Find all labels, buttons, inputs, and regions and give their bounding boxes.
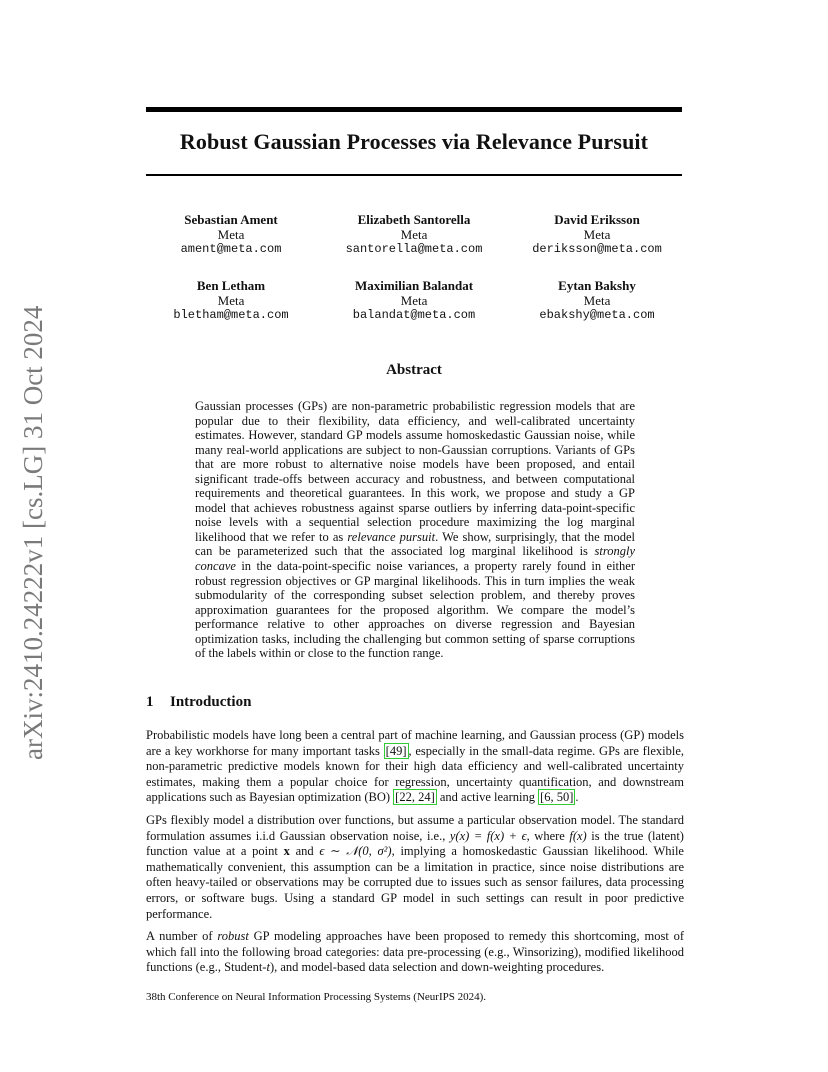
author bbox=[512, 212, 682, 257]
arxiv-stamp: arXiv:2410.24222v1 [cs.LG] 31 Oct 2024 bbox=[18, 305, 48, 760]
author-name: Maximilian Balandat bbox=[354, 278, 474, 293]
section-title: Introduction bbox=[170, 694, 252, 710]
author-name: Sebastian Ament bbox=[184, 212, 278, 227]
author bbox=[146, 212, 316, 257]
math-expression: t bbox=[266, 960, 270, 975]
author-email: ament@meta.com bbox=[180, 242, 282, 256]
author-email: deriksson@meta.com bbox=[532, 242, 662, 256]
paragraph-text: and bbox=[289, 844, 320, 859]
abstract-heading: Abstract bbox=[386, 362, 442, 378]
paragraph-text: and active learning bbox=[436, 790, 539, 805]
author-email: ebakshy@meta.com bbox=[539, 308, 655, 322]
paragraph-text: GPs flexibly model a distribution over functions, but assume a particular observation model. The standard formulation assumes i.i.d Gaussian observation noise, i.e., bbox=[146, 812, 684, 843]
paragraph-text: Probabilistic models have long been a central part of machine learning, and Gaussian process (GP) models are a key workhorse for many important tasks bbox=[146, 728, 684, 758]
paragraph-text: A number of bbox=[146, 929, 218, 944]
citation-link[interactable]: [6, 50] bbox=[540, 790, 574, 805]
paragraph-text: GP modeling approaches have been proposed to remedy this shortcoming, most of which fall into the following broad categories: data pre-processing (e.g., Winsorizing), modified likelihood functions (e.g., Student- bbox=[146, 929, 685, 975]
author bbox=[146, 278, 316, 323]
introduction-body bbox=[146, 728, 684, 983]
citation-link[interactable]: [22, 24] bbox=[395, 790, 435, 805]
paragraph bbox=[146, 813, 684, 922]
section-heading bbox=[146, 694, 251, 711]
section-number: 1 bbox=[146, 694, 154, 710]
math-expression: ϵ ∼ 𝒩(0, σ²) bbox=[319, 844, 392, 859]
title-bottom-rule bbox=[146, 174, 682, 176]
author-affiliation: Meta bbox=[400, 227, 428, 242]
title-top-rule bbox=[146, 107, 682, 112]
author-name: David Eriksson bbox=[554, 212, 640, 227]
math-expression: y(x) = f(x) + ϵ bbox=[449, 828, 527, 843]
abstract-text bbox=[195, 399, 635, 661]
paragraph-text: ), and model-based data selection and down-weighting procedures. bbox=[269, 960, 605, 975]
math-expression: f(x) bbox=[569, 828, 587, 843]
author-affiliation: Meta bbox=[583, 293, 611, 308]
abstract-emphasis: relevance pursuit bbox=[347, 529, 436, 544]
author-row bbox=[146, 212, 682, 257]
abstract-emphasis: strongly concave bbox=[195, 544, 635, 574]
author-affiliation: Meta bbox=[217, 293, 245, 308]
author-affiliation: Meta bbox=[583, 227, 611, 242]
author bbox=[329, 278, 499, 323]
abstract-text-part: Gaussian processes (GPs) are non-parametric probabilistic regression models that are popular due to their flexibility, data efficiency, and well-calibrated uncertainty estimates. However, standard GP models assume homoskedastic Gaussian noise, while many real-world applications are subject to non-Gaussian corruptions. Variants of GPs that are more robust to alternative noise models have been proposed, and entail significant trade-offs between accuracy and robustness, and between computational requirements and theoretical guarantees. In this work, we propose and study a GP model that achieves robustness against sparse outliers by inferring data-point-specific noise levels with a sequential selection procedure maximizing the log marginal likelihood that we refer to as bbox=[195, 399, 635, 544]
paragraph-text: . bbox=[575, 790, 579, 805]
author-name: Elizabeth Santorella bbox=[357, 212, 471, 227]
math-expression: x bbox=[283, 844, 290, 859]
author bbox=[329, 212, 499, 257]
paragraph-text: , especially in the small-data regime. GPs are flexible, non-parametric predictive models known for their high data efficiency and well-calibrated uncertainty estimates, making them a popular choice for regression, uncertainty quantification, and downstream applications such as Bayesian optimization (BO) bbox=[146, 743, 684, 805]
abstract-text-part: in the data-point-specific noise variances, a property rarely found in either robust regression objectives or GP marginal likelihoods. This in turn implies the weak submodularity of the corresponding subset selection problem, and thereby proves approximation guarantees for the proposed algorithm. We compare the model’s performance relative to other approaches on diverse regression and Bayesian optimization tasks, including the challenging but common setting of sparse corruptions of the labels within or close to the function range. bbox=[195, 559, 635, 661]
emphasis: robust bbox=[217, 929, 249, 944]
paragraph-text: , implying a homoskedastic Gaussian likelihood. While mathematically convenient, this assumption can be a limitation in practice, since noise distributions are often heavy-tailed or observations may be corrupted due to issues such as sensor failures, data processing errors, or software bugs. Using a standard GP model in such settings can result in poor predictive performance. bbox=[146, 844, 684, 921]
author-email: santorella@meta.com bbox=[345, 242, 483, 256]
paragraph bbox=[146, 728, 684, 806]
author-block bbox=[146, 212, 682, 344]
author-affiliation: Meta bbox=[217, 227, 245, 242]
citation-link[interactable]: [49] bbox=[385, 743, 407, 758]
author-email: balandat@meta.com bbox=[352, 308, 476, 322]
author-row bbox=[146, 278, 682, 323]
paragraph bbox=[146, 929, 684, 976]
author-affiliation: Meta bbox=[400, 293, 428, 308]
conference-footnote: 38th Conference on Neural Information Processing Systems (NeurIPS 2024). bbox=[146, 991, 487, 1003]
paragraph-text: , where bbox=[526, 828, 570, 843]
paper-title: Robust Gaussian Processes via Relevance Pursuit bbox=[179, 129, 649, 154]
author-name: Ben Letham bbox=[196, 278, 266, 293]
abstract-text-part: . We show, surprisingly, that the model can be parameterized such that the associated log marginal likelihood is bbox=[195, 529, 635, 559]
author-email: bletham@meta.com bbox=[173, 308, 289, 322]
author bbox=[512, 278, 682, 323]
author-name: Eytan Bakshy bbox=[558, 278, 636, 293]
paragraph-text: is the true (latent) function value at a point bbox=[146, 828, 684, 859]
